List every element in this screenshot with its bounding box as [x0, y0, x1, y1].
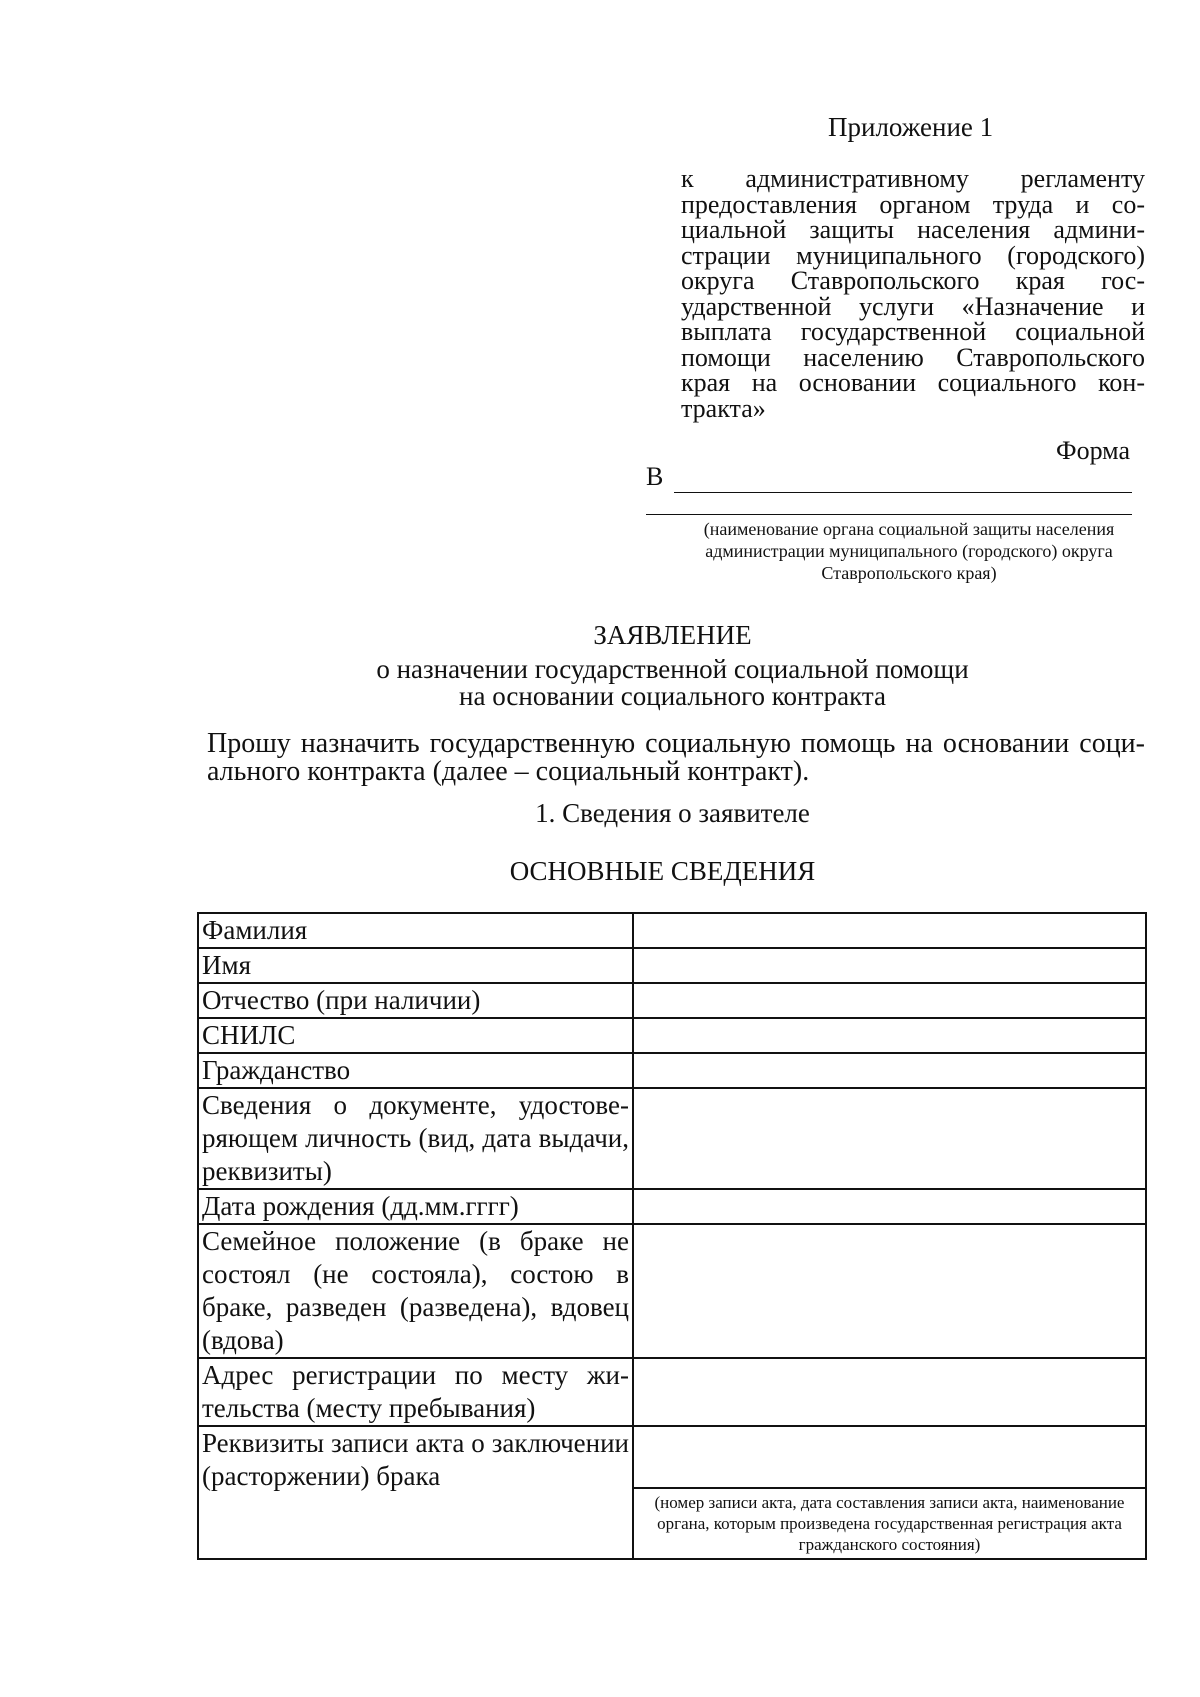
field-value-identity-document[interactable] [633, 1088, 1146, 1189]
table-row [198, 1018, 1146, 1053]
table-row [198, 1358, 1146, 1426]
field-value-birth-date[interactable] [633, 1189, 1146, 1224]
field-label-marital-status: Семейное положение (в браке не состоял (не состояла), состою в браке, разведен (разведена), вдовец (вдова) [198, 1224, 633, 1358]
table-row [198, 1088, 1146, 1189]
field-label-marriage-record: Реквизиты записи акта о заключении (расторжении) брака [198, 1426, 633, 1559]
section-subheading: ОСНОВНЫЕ СВЕДЕНИЯ [509, 856, 816, 886]
field-value-name[interactable] [633, 948, 1146, 983]
addressee-line [674, 492, 1132, 493]
document-subtitle-line: на основании социального контракта [459, 681, 886, 711]
field-label-name: Имя [198, 948, 633, 983]
document-subtitle-line: о назначении государственной социальной помощи [376, 654, 969, 684]
request-text: Прошу назначить государственную социальную помощь на основании социального контракта (далее – социальный контракт). [207, 728, 1145, 787]
field-value-patronymic[interactable] [633, 983, 1146, 1018]
table-row [198, 1224, 1146, 1358]
table-row [198, 983, 1146, 1018]
addressee-prefix: В [646, 462, 664, 491]
appendix-title: Приложение 1 [828, 112, 994, 142]
marriage-record-note: (номер записи акта, дата составления записи акта, наименование органа, которым произведена государственная регистрация акта гражданского состояния) [633, 1488, 1146, 1559]
document-title: ЗАЯВЛЕНИЕ [593, 620, 752, 650]
field-value-citizenship[interactable] [633, 1053, 1146, 1088]
field-label-snils: СНИЛС [198, 1018, 633, 1053]
field-value-registration-address[interactable] [633, 1358, 1146, 1426]
field-label-surname: Фамилия [198, 913, 633, 948]
field-value-surname[interactable] [633, 913, 1146, 948]
field-label-patronymic: Отчество (при наличии) [198, 983, 633, 1018]
appendix-note: к административному регламенту предоставления органом труда и социальной защиты населения администрации муниципального (городского) округа Ставропольского края государственной услуги «Назначение и выплата государственной социальной помощи населению Ставропольского края на основании социального контракта» [681, 164, 1145, 423]
field-value-snils[interactable] [633, 1018, 1146, 1053]
table-row [198, 1189, 1146, 1224]
addressee-caption: (наименование органа социальной защиты населения администрации муниципального (городского) округа Ставропольского края) [703, 519, 1115, 583]
field-label-citizenship: Гражданство [198, 1053, 633, 1088]
section-heading: 1. Сведения о заявителе [535, 798, 810, 828]
field-label-birth-date: Дата рождения (дд.мм.гггг) [198, 1189, 633, 1224]
table-row [198, 1426, 1146, 1488]
field-label-registration-address: Адрес регистрации по месту жительства (месту пребывания) [198, 1358, 633, 1426]
table-row [198, 1053, 1146, 1088]
field-value-marital-status[interactable] [633, 1224, 1146, 1358]
field-label-identity-document: Сведения о документе, удостоверяющем личность (вид, дата выдачи, реквизиты) [198, 1088, 633, 1189]
applicant-table [197, 912, 1147, 1560]
table-row [198, 913, 1146, 948]
document-subtitle [0, 656, 1200, 710]
form-label: Форма [1056, 436, 1130, 465]
addressee-line [646, 514, 1132, 515]
field-value-marriage-record[interactable] [633, 1426, 1146, 1488]
table-row [198, 948, 1146, 983]
